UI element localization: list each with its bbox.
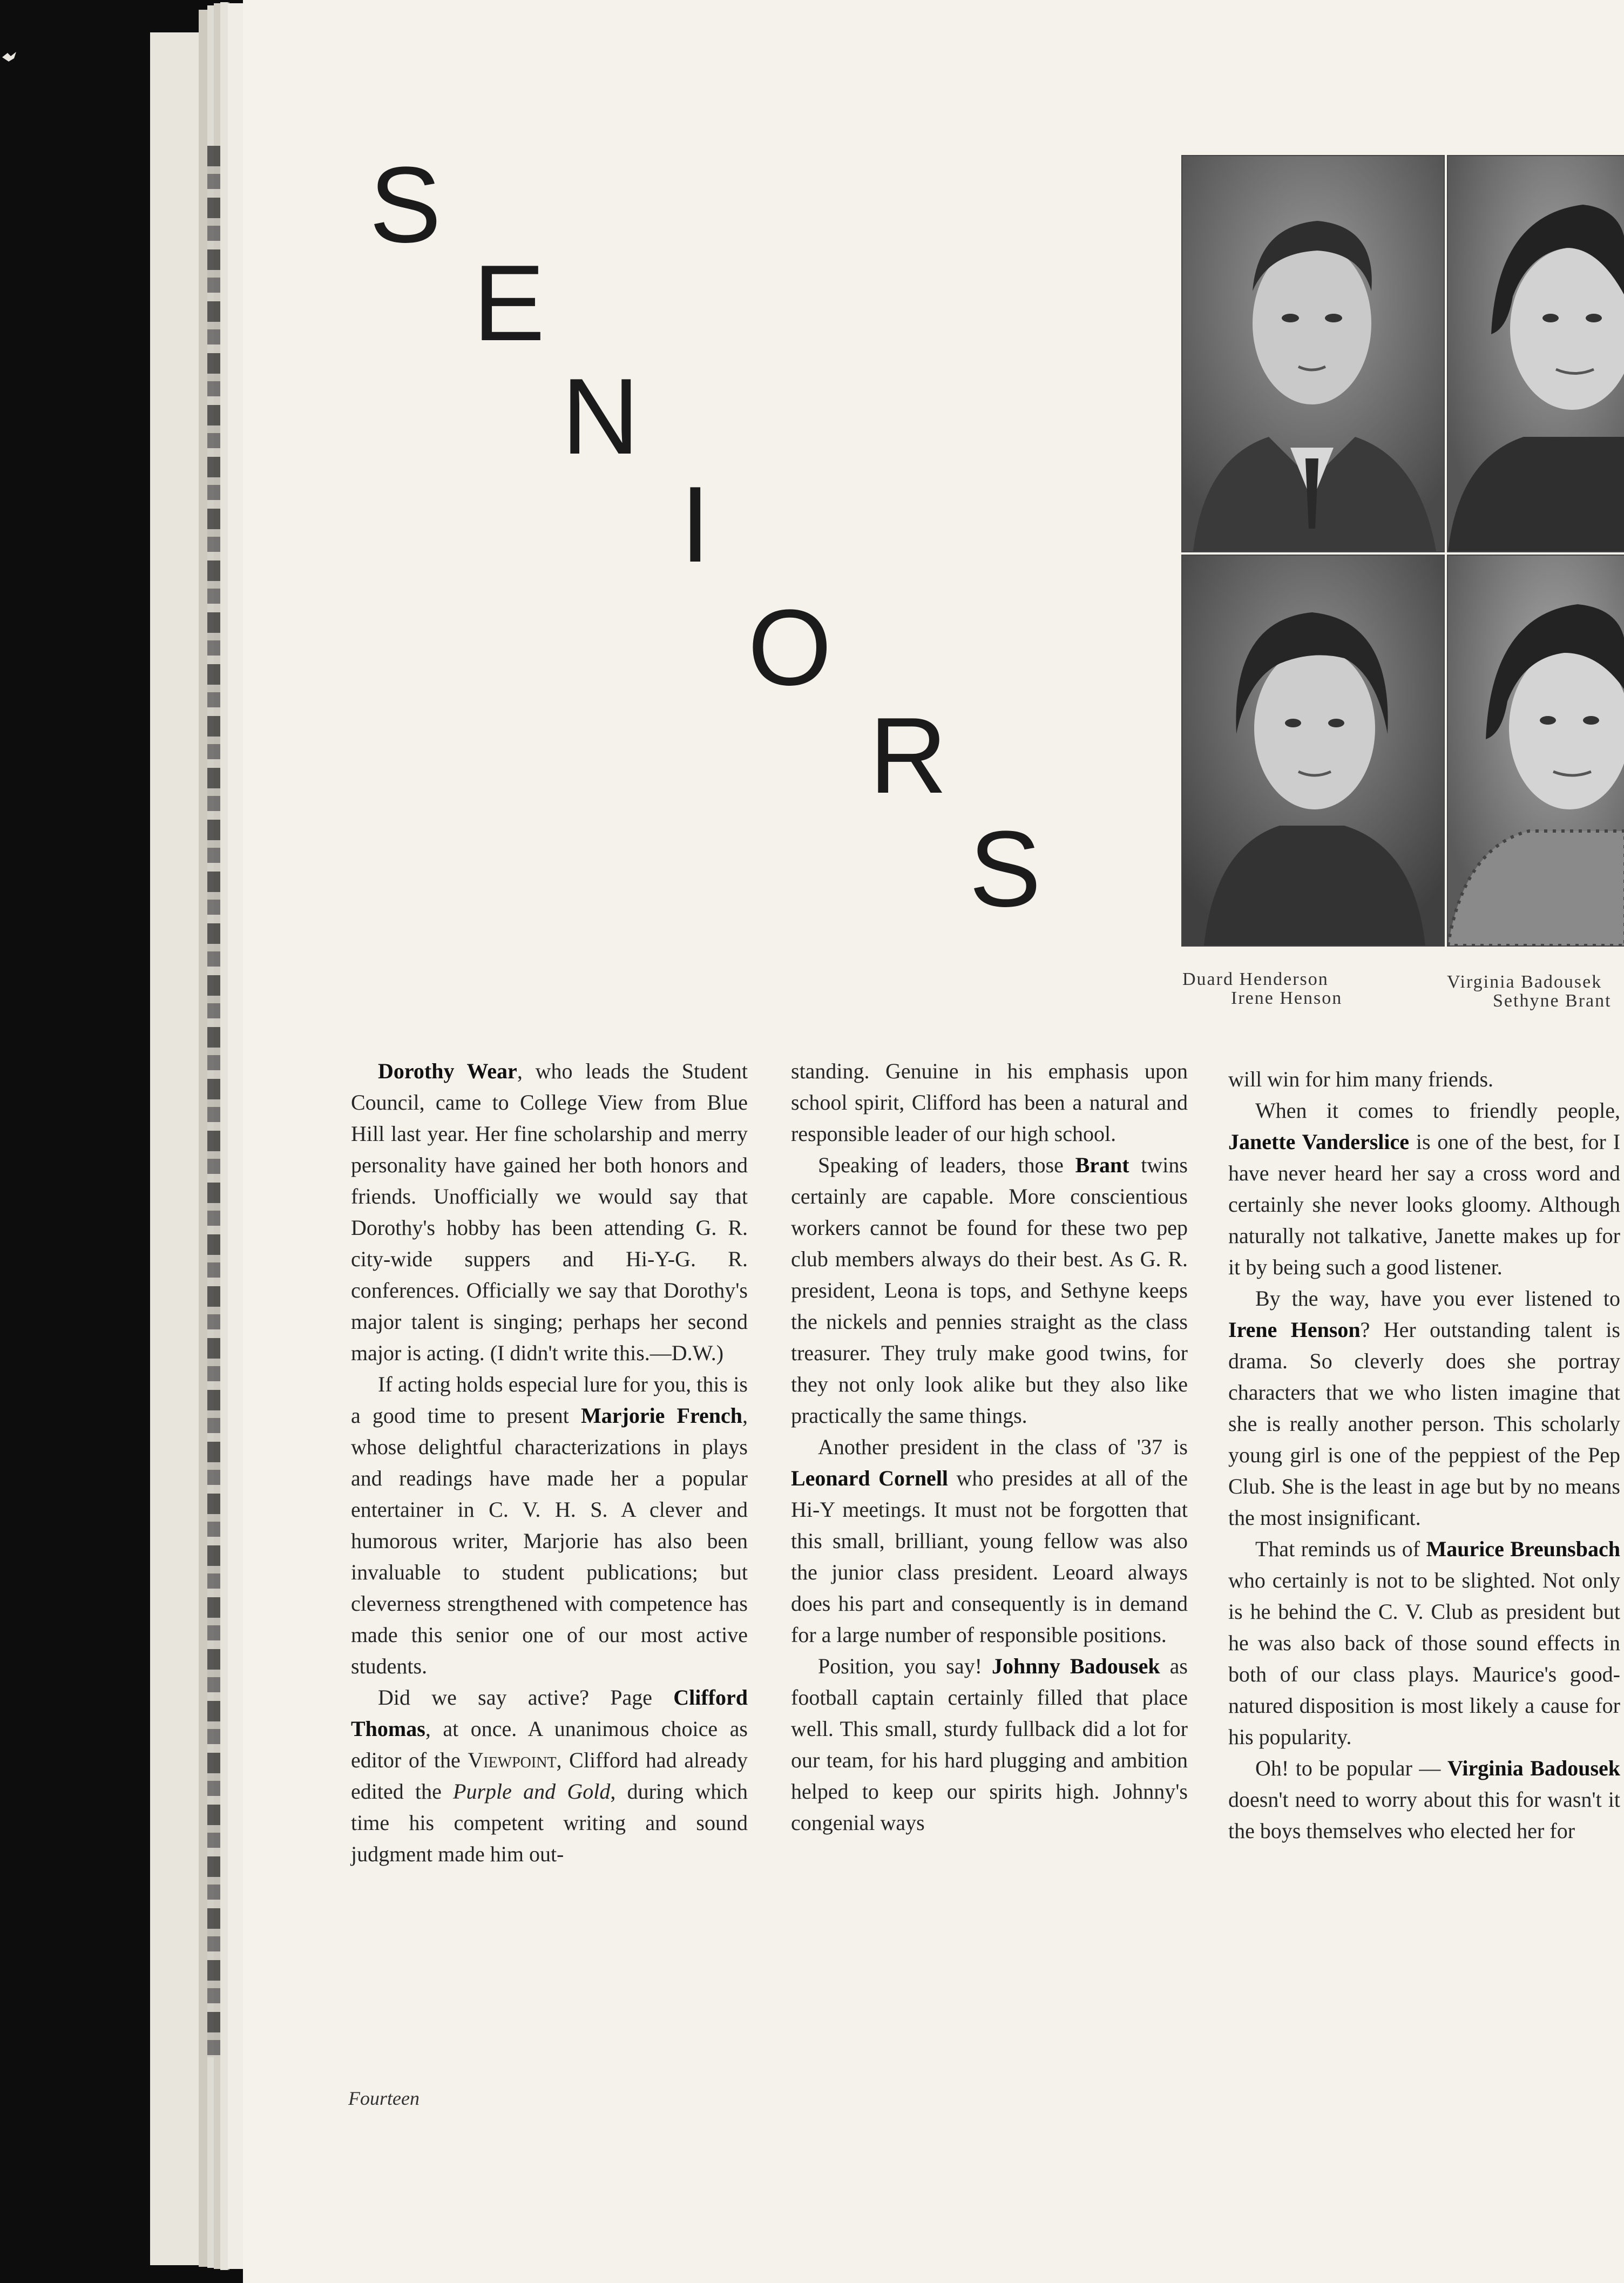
text-column-1 bbox=[351, 1056, 748, 1870]
paragraph bbox=[1228, 1753, 1620, 1847]
page-number: Fourteen bbox=[348, 2088, 419, 2109]
person-name: Clifford Thomas bbox=[351, 1685, 748, 1741]
paragraph-text: ? Her outstanding talent is drama. So cleverly does she portray characters that we who listen imagine that she is really another person. This scholarly young girl is one of the peppiest of the Pep Club. She is the least in age but by no means the most insignificant. bbox=[1228, 1318, 1620, 1530]
paragraph-text: Another president in the class of '37 is bbox=[818, 1435, 1188, 1459]
paragraph-text: That reminds us of bbox=[1255, 1537, 1426, 1561]
person-name: Janette Vanderslice bbox=[1228, 1130, 1410, 1154]
paragraph-text: , at once. A unanimous choice as editor of the bbox=[351, 1717, 748, 1772]
paragraph bbox=[351, 1369, 748, 1682]
paragraph-text: standing. Genuine in his emphasis upon school spirit, Clifford has been a natural and responsible leader of our high school. bbox=[791, 1059, 1188, 1146]
paragraph-text: If acting holds especial lure for you, this is a good time to present bbox=[351, 1372, 748, 1428]
dust-speck-icon bbox=[0, 50, 18, 64]
paragraph-text: who presides at all of the Hi-Y meetings. It must not be forgotten that this small, brilliant, young fellow was also the junior class president. Leoard always does his part and consequently is in demand for a large number of responsible positions. bbox=[791, 1466, 1188, 1647]
paragraph-text: twins certainly are capable. More conscientious workers cannot be found for these two pep club members always do their best. As G. R. president, Leona is tops, and Sethyne keeps the nickels and pennies straight as the class treasurer. They truly make good twins, for they not only look alike but they also like practically the same things. bbox=[791, 1153, 1188, 1428]
publication-name: Viewpoint bbox=[468, 1748, 557, 1772]
paragraph bbox=[791, 1150, 1188, 1431]
paragraph-text: When it comes to friendly people, bbox=[1255, 1098, 1620, 1123]
photo-caption: Irene Henson bbox=[1231, 988, 1343, 1008]
paragraph bbox=[791, 1056, 1188, 1150]
paragraph-text: Oh! to be popular — bbox=[1255, 1756, 1447, 1780]
paragraph-text: , Clifford had already edited the bbox=[351, 1748, 748, 1804]
photo-caption: Duard Henderson bbox=[1182, 969, 1329, 989]
paragraph-text: who certainly is not to be slighted. Not only is he behind the C. V. Club as president but he was also back of those sound effects in both of our class plays. Maurice's good-natured disposition is most likely a cause for his popularity. bbox=[1228, 1568, 1620, 1749]
paragraph bbox=[1228, 1534, 1620, 1753]
person-name: Maurice Breunsbach bbox=[1426, 1537, 1620, 1561]
paragraph-text: Speaking of leaders, those bbox=[818, 1153, 1075, 1177]
text-column-2 bbox=[791, 1056, 1188, 1839]
paragraph-text: doesn't need to worry about this for wasn't it the boys themselves who elected her for bbox=[1228, 1787, 1620, 1843]
paragraph bbox=[351, 1056, 748, 1369]
portrait-photo bbox=[1181, 155, 1445, 552]
title-letter-s1: S bbox=[369, 145, 442, 265]
paragraph bbox=[1228, 1064, 1620, 1095]
photo-caption: Sethyne Brant bbox=[1493, 991, 1612, 1011]
title-letter-r: R bbox=[869, 695, 948, 816]
paragraph bbox=[351, 1682, 748, 1870]
publication-name: Purple and Gold bbox=[453, 1779, 611, 1804]
binding-strip bbox=[207, 146, 220, 2057]
text-column-3 bbox=[1228, 1064, 1620, 1847]
portrait-photo bbox=[1181, 555, 1445, 947]
paragraph-text: will win for him many friends. bbox=[1228, 1067, 1494, 1091]
paragraph bbox=[1228, 1095, 1620, 1283]
portrait-photo bbox=[1447, 155, 1624, 552]
title-letter-i: I bbox=[680, 464, 710, 585]
title-letter-e: E bbox=[473, 243, 545, 363]
paragraph-text: Did we say active? Page bbox=[378, 1685, 674, 1710]
paragraph bbox=[791, 1431, 1188, 1651]
person-name: Brant bbox=[1075, 1153, 1129, 1177]
page-edge bbox=[150, 32, 200, 2265]
paragraph-text: as football captain certainly filled that place well. This small, sturdy fullback did a lot for our team, for his hard plugging and ambition helped to keep our spirits high. Johnny's congenial ways bbox=[791, 1654, 1188, 1835]
person-name: Johnny Badousek bbox=[992, 1654, 1160, 1678]
photo-caption: Virginia Badousek bbox=[1447, 972, 1602, 992]
person-name: Leonard Cornell bbox=[791, 1466, 949, 1490]
person-name: Virginia Badousek bbox=[1447, 1756, 1621, 1780]
paragraph bbox=[791, 1651, 1188, 1839]
person-name: Marjorie French bbox=[580, 1403, 742, 1428]
paragraph-text: is one of the best, for I have never heard her say a cross word and certainly she never looks gloomy. Although naturally not talkative, Janette makes up for it by being such a good listener. bbox=[1228, 1130, 1621, 1279]
title-letter-o: O bbox=[748, 587, 832, 708]
title-letter-s2: S bbox=[969, 809, 1041, 929]
paragraph-text: , whose delightful characterizations in plays and readings have made her a popular entertainer in C. V. H. S. A clever and humorous writer, Marjorie has also been invaluable to student publications; but cleverness strengthened with competence has made this senior one of our most active students. bbox=[351, 1403, 748, 1678]
person-name: Irene Henson bbox=[1228, 1318, 1361, 1342]
person-name: Dorothy Wear bbox=[378, 1059, 517, 1083]
paragraph-text: Position, you say! bbox=[818, 1654, 992, 1678]
paragraph-text: , during which time his competent writing and sound judgment made him out- bbox=[351, 1779, 748, 1866]
paragraph-text: By the way, have you ever listened to bbox=[1255, 1286, 1620, 1311]
paragraph bbox=[1228, 1283, 1620, 1534]
paragraph-text: , who leads the Student Council, came to College View from Blue Hill last year. Her fine scholarship and merry personality have gained her both honors and friends. Unofficially we would say that Dorothy's hobby has been attending G. R. city-wide suppers and Hi-Y-G. R. conferences. Officially we say that Dorothy's major talent is singing; perhaps her second major is acting. (I didn't write this.—D.W.) bbox=[351, 1059, 748, 1365]
portrait-photo bbox=[1447, 555, 1624, 947]
title-letter-n: N bbox=[561, 356, 640, 477]
